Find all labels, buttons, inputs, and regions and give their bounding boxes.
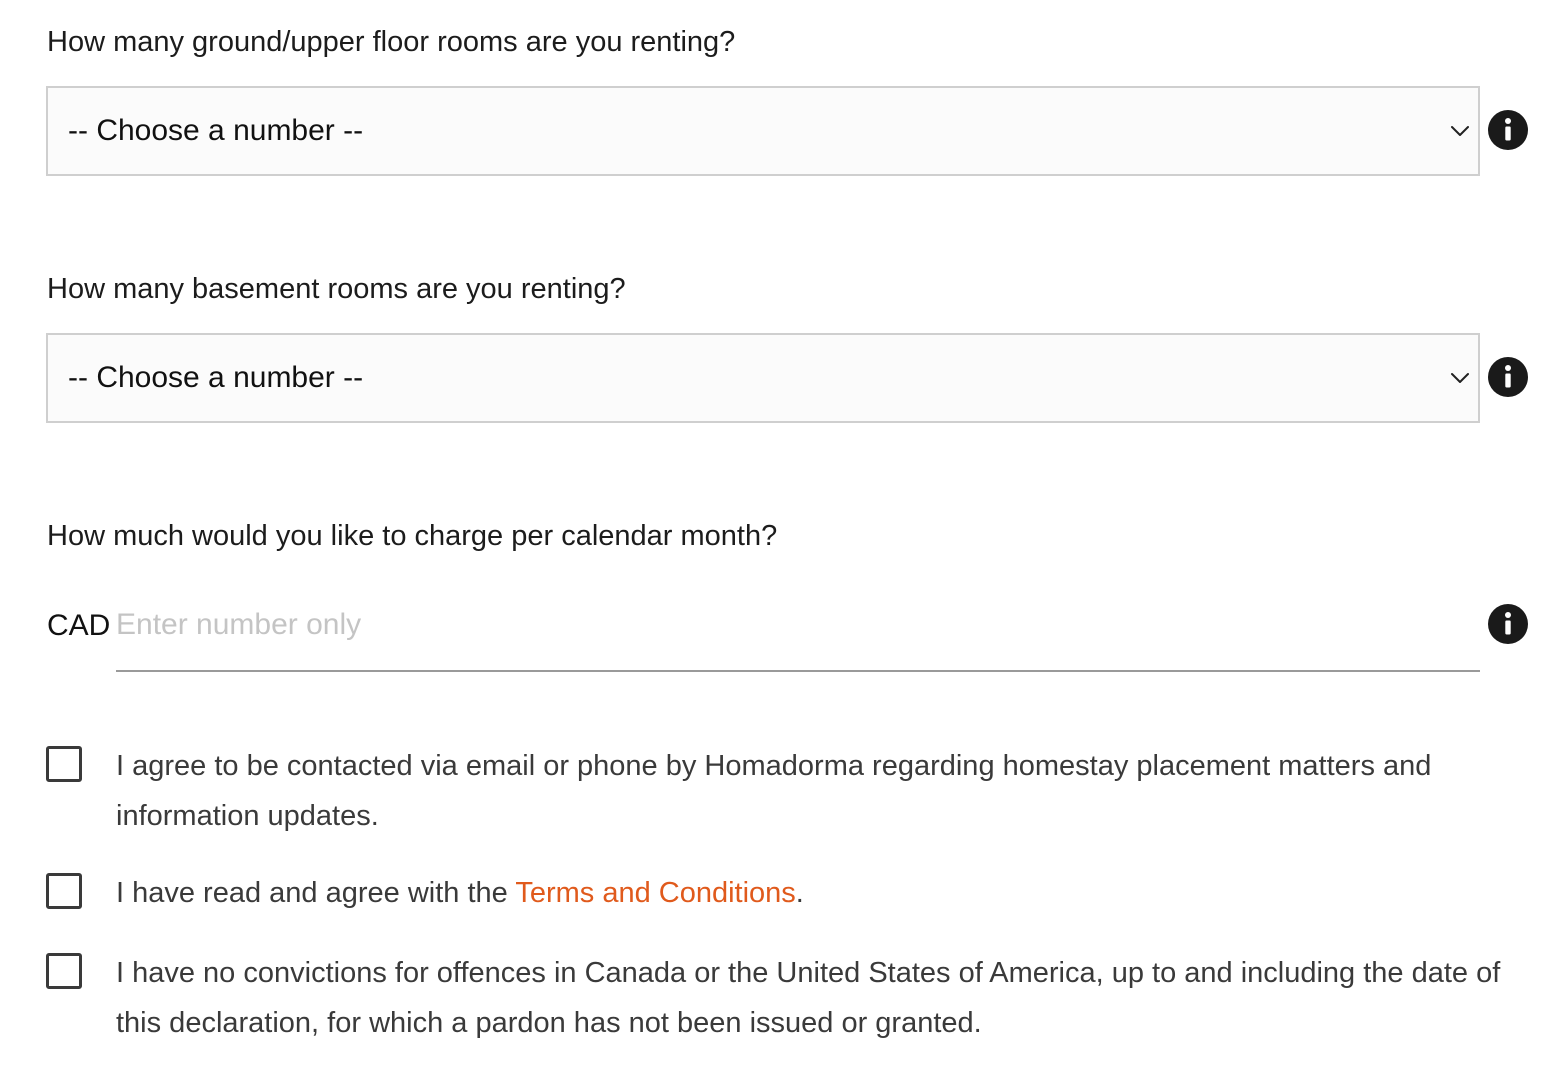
- basement-select-value: -- Choose a number --: [68, 361, 364, 394]
- no-convictions-checkbox[interactable]: [46, 953, 82, 989]
- charge-question: How much would you like to charge per calendar month?: [47, 520, 778, 552]
- terms-checkbox[interactable]: [46, 873, 82, 909]
- currency-label: CAD: [47, 609, 111, 642]
- chevron-down-icon: [1448, 366, 1472, 390]
- ground-floor-select-value: -- Choose a number --: [68, 114, 364, 147]
- terms-prefix: I have read and agree with the: [116, 877, 516, 909]
- terms-label: [116, 868, 1536, 918]
- terms-and-conditions-link[interactable]: Terms and Conditions: [515, 877, 796, 909]
- ground-floor-rooms-select[interactable]: [46, 86, 1480, 176]
- no-convictions-label: I have no convictions for offences in Canada or the United States of America, up to and including the date of this declaration, for which a pardon has not been issued or granted.: [116, 957, 1501, 1039]
- chevron-down-icon: [1448, 119, 1472, 143]
- ground-floor-question: How many ground/upper floor rooms are you renting?: [47, 26, 736, 58]
- info-circle-icon[interactable]: [1488, 604, 1528, 644]
- basement-question: How many basement rooms are you renting?: [47, 273, 626, 305]
- monthly-charge-input[interactable]: [116, 600, 1480, 672]
- info-circle-icon[interactable]: [1488, 110, 1528, 150]
- info-circle-icon[interactable]: [1488, 357, 1528, 397]
- contact-consent-checkbox[interactable]: [46, 746, 82, 782]
- contact-consent-label: I agree to be contacted via email or phone by Homadorma regarding homestay placement matters and information updates.: [116, 750, 1432, 832]
- terms-suffix: .: [795, 877, 804, 909]
- basement-rooms-select[interactable]: [46, 333, 1480, 423]
